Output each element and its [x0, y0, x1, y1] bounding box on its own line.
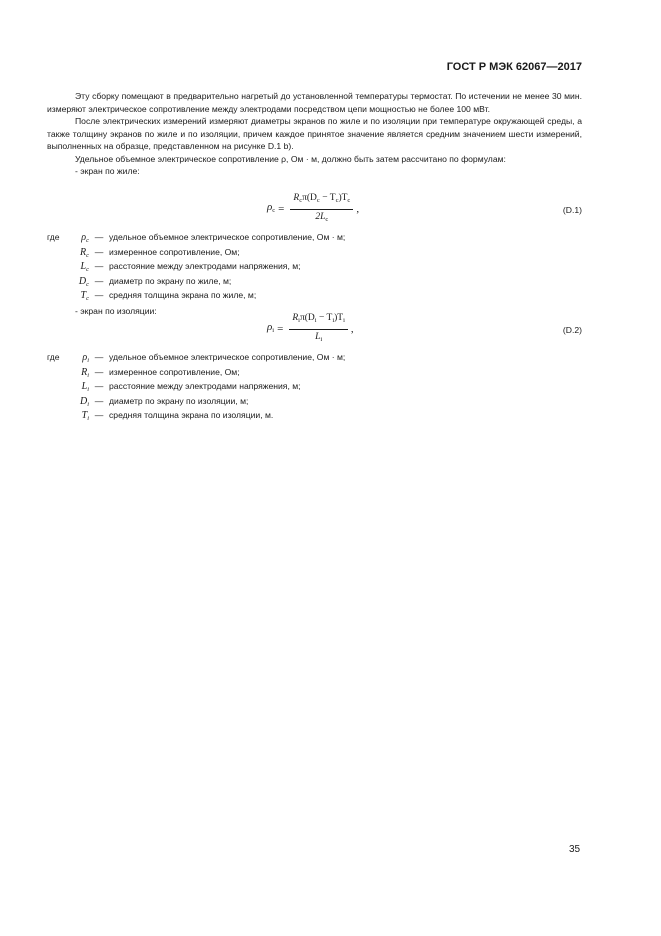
formula-d2-comma: ,	[350, 322, 354, 335]
legend-dash: —	[94, 232, 104, 242]
page-number: 35	[569, 844, 581, 855]
legend-symbol: L	[80, 261, 87, 273]
legend-symbol-sub: c	[86, 251, 89, 259]
formula-d1-denominator	[315, 210, 328, 227]
legend-text: измеренное сопротивление, Ом;	[109, 246, 240, 257]
legend-text: диаметр по экрану по жиле, м;	[109, 275, 232, 286]
legend-symbol-sub: i	[87, 415, 89, 423]
legend-row	[47, 247, 582, 262]
legend-row	[47, 352, 582, 367]
legend-dash: —	[94, 261, 104, 272]
legend-text: расстояние между электродами напряжения, м;	[109, 381, 301, 392]
legend-symbol: T	[80, 290, 87, 302]
paragraph-measurements: После электрических измерений измеряют диаметры экранов по жиле и по изоляции при температуре окружающей среды, а также толщину экранов по жиле и по изоляции, причем каждое принятое значение является средним значением шести измерений, выполненных на образце, представленном на рисунке D.1 b).	[47, 116, 582, 151]
legend-row	[47, 367, 582, 382]
formula-d2-lhs-sub: i	[272, 326, 275, 334]
f2-nd-sub: i	[343, 317, 345, 324]
legend-symbol-sub: i	[87, 386, 89, 394]
legend-dash: —	[94, 275, 104, 286]
where-label: где	[47, 352, 60, 362]
legend-symbol-sub: c	[86, 295, 89, 303]
f2-nc-sub: i	[332, 317, 335, 324]
f1-nc: − T	[319, 193, 336, 203]
f2-nb-sub: i	[314, 317, 317, 324]
f2-da: L	[315, 331, 321, 342]
legend-text: удельное объемное электрическое сопротивление, Ом · м;	[109, 352, 346, 362]
legend-text: средняя толщина экрана по изоляции, м.	[109, 410, 274, 421]
legend-text: измеренное сопротивление, Ом;	[109, 366, 240, 377]
f1-nb-sub: c	[316, 197, 320, 204]
formula-d1-number: (D.1)	[562, 205, 582, 215]
body-text	[47, 90, 582, 178]
f1-nd-sub: c	[347, 197, 351, 204]
legend-text: средняя толщина экрана по жиле, м;	[109, 290, 257, 301]
formula-d1-lhs: ρ	[267, 200, 273, 213]
legend-insulation	[47, 352, 582, 425]
legend-symbol: R	[81, 366, 88, 378]
where-label: где	[47, 232, 60, 242]
legend-symbol-sub: c	[86, 237, 89, 244]
legend-dash: —	[94, 381, 104, 392]
legend-symbol: D	[79, 395, 88, 407]
formulas-block	[47, 190, 582, 423]
f2-nc: − T	[316, 313, 333, 323]
legend-row	[47, 410, 582, 425]
f2-na: R	[292, 313, 299, 323]
list-item-conductor-screen: - экран по жиле:	[75, 166, 140, 176]
legend-conductor	[47, 232, 582, 318]
legend-dash: —	[94, 246, 104, 257]
f1-nc-sub: c	[335, 197, 339, 204]
paragraph-assembly: Эту сборку помещают в предварительно нагретый до установленной температуры термостат. По истечении не менее 30 мин. измеряют электрическое сопротивление между электродами посредством цепи мощностью не более 100 мВт.	[47, 91, 582, 114]
formula-d1-numerator	[290, 192, 353, 210]
formula-d2-denominator	[315, 330, 322, 347]
f1-na-sub: c	[299, 197, 303, 204]
formula-d2-equals: =	[277, 322, 284, 335]
legend-symbol: D	[78, 275, 87, 287]
list-item-insulation-screen: - экран по изоляции:	[75, 305, 157, 316]
formula-d1-fraction	[290, 192, 353, 226]
formula-d2	[47, 310, 582, 350]
formula-d1-comma: ,	[356, 202, 360, 215]
legend-row	[47, 396, 582, 411]
paragraph-formulas-intro: Удельное объемное электрическое сопротивление ρ, Ом · м, должно быть затем рассчитано по формулам:	[75, 153, 506, 164]
f2-nb: π(D	[299, 313, 315, 323]
f2-da-sub: i	[320, 335, 323, 343]
formula-d2-lhs: ρ	[267, 320, 273, 333]
legend-dash: —	[94, 352, 104, 362]
legend-symbol: ρ	[82, 352, 88, 363]
legend-dash: —	[94, 410, 104, 421]
formula-d2-expression	[267, 312, 354, 346]
formula-d2-number: (D.2)	[562, 325, 582, 335]
legend-row	[47, 232, 582, 247]
legend-symbol: T	[81, 410, 88, 422]
formula-d1-equals: =	[278, 202, 285, 215]
f1-na: R	[293, 193, 300, 203]
formula-d2-numerator	[289, 312, 348, 330]
legend-row	[47, 381, 582, 396]
legend-dash: —	[94, 395, 104, 406]
f1-nd: )T	[338, 193, 348, 203]
f1-nb: π(D	[302, 193, 317, 203]
f2-nd: )T	[334, 313, 344, 323]
formula-d1-expression	[267, 192, 359, 226]
f1-da-sub: c	[325, 215, 329, 223]
legend-symbol: L	[81, 381, 88, 393]
legend-symbol: R	[80, 246, 87, 258]
formula-d2-fraction	[289, 312, 348, 346]
f1-da: 2L	[315, 211, 326, 222]
standard-header: ГОСТ Р МЭК 62067—2017	[446, 61, 582, 73]
legend-row	[47, 261, 582, 276]
legend-symbol: ρ	[81, 232, 87, 243]
legend-row	[47, 276, 582, 291]
legend-dash: —	[94, 366, 104, 377]
legend-text: удельное объемное электрическое сопротивление, Ом · м;	[109, 232, 346, 242]
formula-d1-lhs-sub: c	[272, 206, 276, 214]
legend-row	[47, 290, 582, 305]
legend-symbol-sub: i	[87, 400, 89, 408]
legend-text: расстояние между электродами напряжения, м;	[109, 261, 301, 272]
legend-symbol-sub: c	[86, 280, 89, 288]
legend-symbol-sub: i	[87, 357, 89, 364]
formula-d1	[47, 190, 582, 230]
legend-symbol-sub: i	[87, 371, 89, 379]
legend-symbol-sub: c	[86, 266, 89, 274]
legend-text: диаметр по экрану по изоляции, м;	[109, 395, 249, 406]
f2-na-sub: i	[298, 317, 300, 324]
legend-dash: —	[94, 290, 104, 301]
